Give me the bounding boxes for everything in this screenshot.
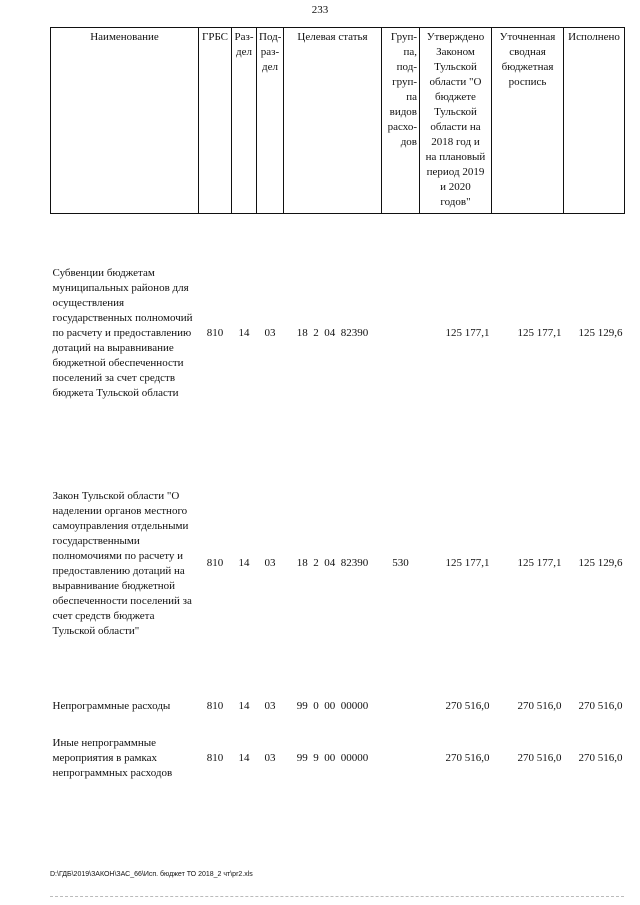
row-name: Субвенции бюджетам муниципальных районов для осуществления государственных полномочий по расчету и предоставлению дотаций на выравнивание бюджетной обеспеченности поселений за счет средств бюджета Тульской области — [52, 266, 193, 399]
row-group — [382, 251, 420, 416]
row-approved: 125 177,1 — [445, 326, 490, 339]
spacer-row — [51, 416, 625, 474]
row-approved: 125 177,1 — [445, 557, 490, 569]
row-executed: 270 516,0 — [578, 751, 623, 764]
row-executed: 270 516,0 — [578, 700, 623, 712]
row-razdel: 14 — [238, 751, 250, 764]
col-header-approved: Утверждено Законом Тульской области "О бюджете Тульской области на 2018 год и на плановый период 2019 и 2020 годов" — [420, 28, 492, 214]
table-row — [51, 251, 625, 416]
row-podrazdel: 03 — [264, 557, 276, 569]
row-podrazdel: 03 — [264, 326, 276, 339]
page-number: 233 — [311, 4, 329, 16]
row-refined: 270 516,0 — [517, 751, 562, 764]
col-header-razdel: Раз- дел — [232, 28, 257, 214]
row-executed: 125 129,6 — [578, 326, 623, 339]
row-grbs: 810 — [206, 557, 224, 569]
table-row — [51, 735, 625, 782]
row-group — [382, 735, 420, 782]
header-row — [51, 28, 625, 214]
col-header-refined: Уточненная сводная бюджетная роспись — [492, 28, 564, 214]
row-name: Закон Тульской области "О наделении органов местного самоуправления отдельными государственными полномочиями по расчету и предоставлению дотаций на выравнивание бюджетной обеспеченности поселений за счет средств бюджета Тульской области" — [52, 489, 192, 637]
row-target: 18 2 04 82390 — [296, 557, 369, 569]
row-refined: 270 516,0 — [517, 700, 562, 712]
spacer-row — [51, 214, 625, 251]
row-refined: 125 177,1 — [517, 557, 562, 569]
row-name: Иные непрограммные мероприятия в рамках непрограммных расходов — [52, 736, 173, 779]
row-podrazdel: 03 — [264, 751, 276, 764]
col-header-grbs: ГРБС — [199, 28, 232, 214]
spacer-row — [51, 654, 625, 697]
row-group — [382, 697, 420, 717]
row-name: Непрограммные расходы — [52, 700, 171, 712]
footer-file-path: D:\ГДБ\2019\ЗАКОН\ЗАС_66\Исп. бюджет ТО 2018_2 чт\pr2.xls — [50, 871, 253, 878]
row-grbs: 810 — [206, 326, 224, 339]
row-grbs: 810 — [206, 700, 224, 712]
row-group: 530 — [392, 557, 409, 569]
col-header-group: Груп- па, под- груп- па видов расхо- дов — [382, 28, 420, 214]
row-refined: 125 177,1 — [517, 326, 562, 339]
row-target: 99 9 00 00000 — [296, 751, 369, 764]
table-row — [51, 697, 625, 717]
col-header-name: Наименование — [51, 28, 199, 214]
col-header-podrazdel: Под- раз- дел — [257, 28, 284, 214]
row-razdel: 14 — [238, 326, 250, 339]
row-grbs: 810 — [206, 751, 224, 764]
table-row — [51, 474, 625, 654]
row-approved: 270 516,0 — [445, 700, 490, 712]
row-executed: 125 129,6 — [578, 557, 623, 569]
row-razdel: 14 — [238, 557, 250, 569]
row-target: 99 0 00 00000 — [296, 700, 369, 712]
col-header-executed: Исполнено — [564, 28, 625, 214]
row-podrazdel: 03 — [264, 700, 276, 712]
row-razdel: 14 — [238, 700, 250, 712]
footer-divider — [50, 896, 624, 897]
row-target: 18 2 04 82390 — [296, 326, 369, 339]
col-header-target: Целевая статья — [284, 28, 382, 214]
budget-execution-table — [50, 27, 625, 782]
row-approved: 270 516,0 — [445, 751, 490, 764]
spacer-row — [51, 717, 625, 735]
